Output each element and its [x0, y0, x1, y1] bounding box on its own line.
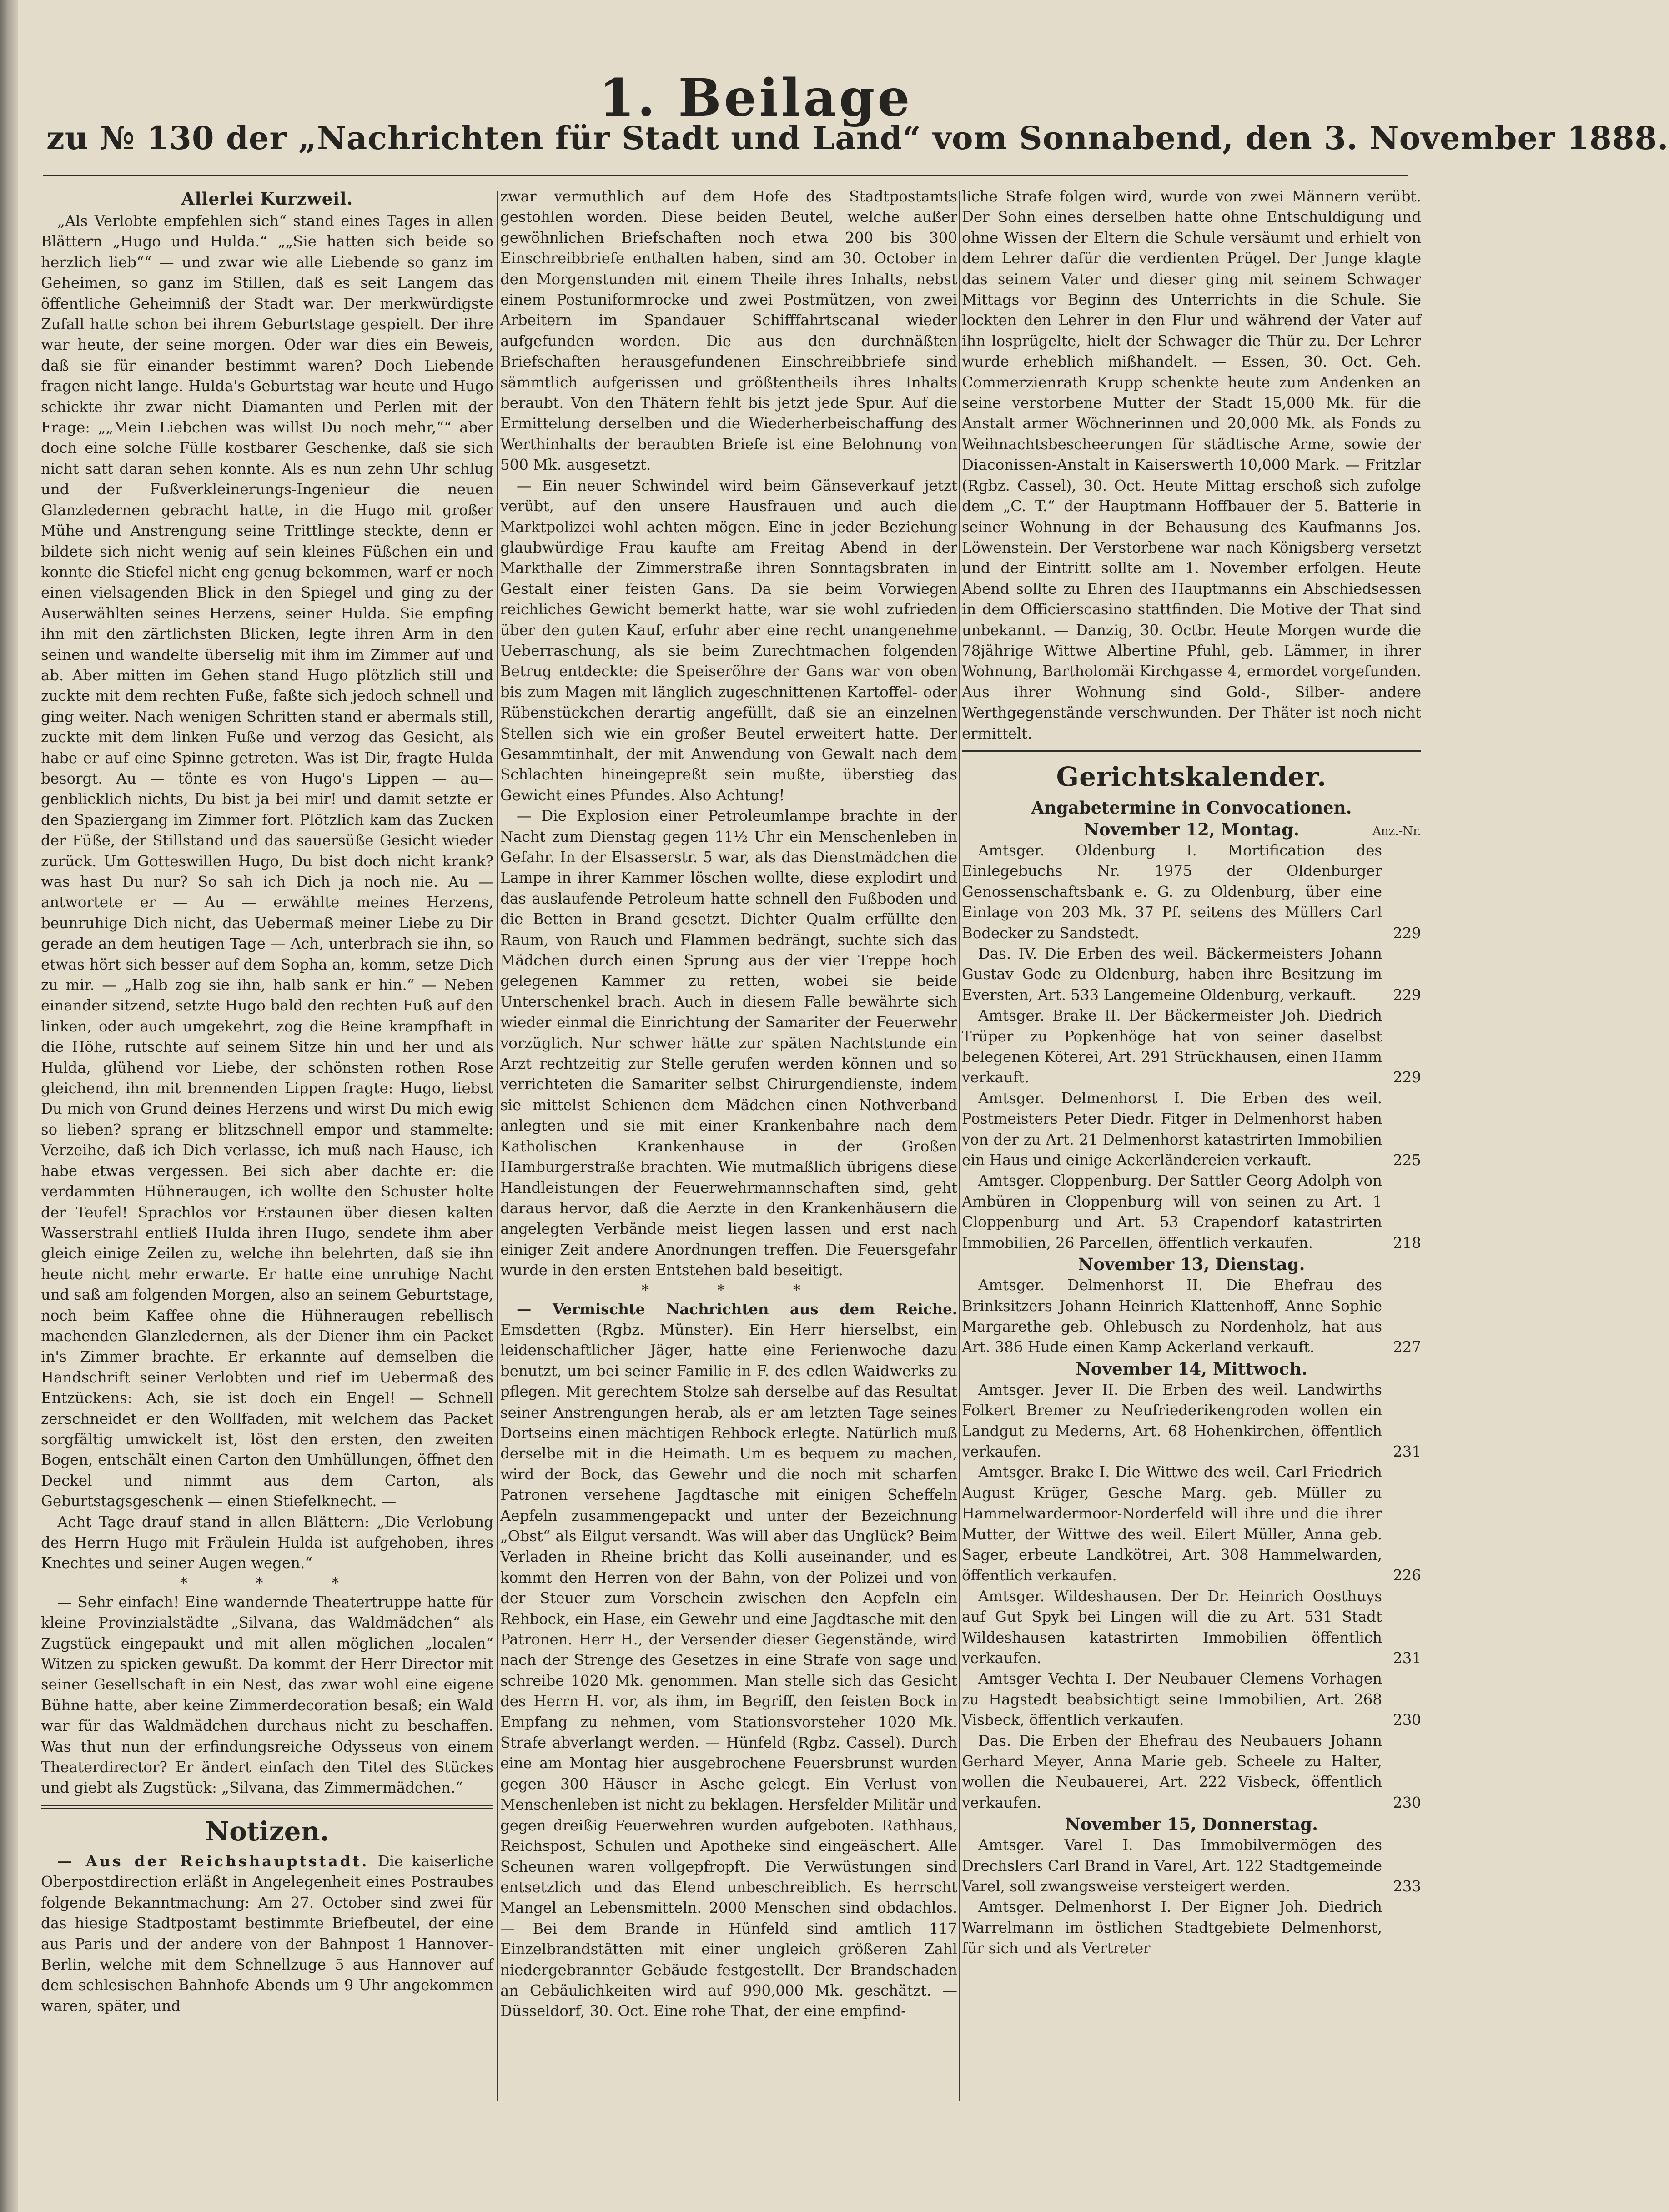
article-paragraph: — Sehr einfach! Eine wandernde Theatertruppe hatte für kleine Provinzialstädte „Silvana, das Waldmädchen“ als Zugstück eingepaukt und mit allen möglichen „localen“ Witzen zu spicken gewußt. Da kommt der Herr Director mit seiner Gesellschaft in ein Nest, das zwar wohl eine eigene Bühne hatte, aber keine Zimmerdecoration besaß; ein Wald war für das Waldmädchen durchaus nicht zu beschaffen. Was thut nun der erfindungsreiche Odysseus von einem Theaterdirector? Er ändert einfach den Titel des Stückes und giebt als Zugstück: „Silvana, das Zimmermädchen.“ [41, 1593, 493, 1797]
page-binding-shadow [0, 0, 18, 2212]
entry-number: 233 [1393, 1878, 1421, 1895]
anz-nr-label: Anz.-Nr. [1372, 824, 1421, 838]
entry-number: 229 [1393, 1069, 1421, 1086]
section-heading-notizen: Notizen. [205, 1815, 329, 1847]
entry-text: Amtsger. Brake II. Der Bäckermeister Joh. Diedrich Trüper zu Popkenhöge hat von seiner daselbst belegenen Köterei, Art. 291 Strückhausen, einen Hamm verkauft. [962, 1007, 1382, 1086]
calendar-entry [962, 1275, 1421, 1358]
calendar-entry [962, 1171, 1421, 1253]
day-label: November 12, Montag. [1083, 819, 1300, 840]
calendar-day-heading: November 13, Dienstag. [1078, 1254, 1305, 1275]
header-rule-thick [43, 175, 1408, 176]
section-separator [41, 1805, 493, 1809]
calendar-entry [962, 1669, 1421, 1730]
calendar-subheading: Angabetermine in Convocationen. [1031, 797, 1352, 818]
entry-number: 226 [1393, 1567, 1421, 1584]
entry-text: Amtsger. Delmenhorst I. Der Eigner Joh. Diedrich Warrelmann im östlichen Stadtgebiete Delmenhorst, für sich und als Vertreter [962, 1898, 1382, 1957]
entry-number: 230 [1393, 1794, 1421, 1811]
calendar-day-heading: November 15, Donnerstag. [1065, 1814, 1318, 1835]
entry-number: 225 [1393, 1151, 1421, 1169]
article-title: — Aus der Reichshauptstadt. [57, 1852, 369, 1870]
article-title: — Vermischte Nachrichten aus dem Reiche. [517, 1300, 957, 1318]
section-separator [962, 750, 1421, 754]
calendar-entry [962, 1462, 1421, 1586]
entry-text: Amtsger. Jever II. Die Erben des weil. Landwirths Folkert Bremer zu Neufriederikengroden wollen ein Landgut zu Mederns, Art. 68 Hohenkirchen, öffentlich verkaufen. [962, 1381, 1382, 1460]
column-1 [41, 186, 493, 2171]
entry-text: Amtsger. Cloppenburg. Der Sattler Georg Adolph von Ambüren in Cloppenburg will von seinen zu Art. 1 Cloppenburg und Art. 53 Crapendorf katastrirten Immobilien, 26 Parcellen, öffentlich verkaufen. [962, 1172, 1382, 1252]
column-divider [497, 191, 498, 2101]
column-3 [962, 186, 1421, 2171]
article-paragraph [41, 1851, 493, 2016]
entry-number: 230 [1393, 1711, 1421, 1729]
article-paragraph: Acht Tage drauf stand in allen Blättern: „Die Verlobung des Herrn Hugo mit Fräulein Hulda ist aufgehoben, ihres Knechtes und seiner Augen wegen.“ [41, 1513, 493, 1572]
calendar-entry [962, 1835, 1421, 1897]
calendar-entry [962, 1005, 1421, 1088]
supplement-title: 1. Beilage [599, 68, 913, 128]
entry-number: 218 [1393, 1234, 1421, 1252]
entry-text: Das. Die Erben der Ehefrau des Neubauers Johann Gerhard Meyer, Anna Marie geb. Scheele zu Halter, wollen die Neubauerei, Art. 222 Visbeck, öffentlich verkaufen. [962, 1732, 1382, 1811]
entry-text: Amtsger. Brake I. Die Wittwe des weil. Carl Friedrich August Krüger, Gesche Marg. geb. Müller zu Hammelwardermoor-Norderfeld will ihre und die ihrer Mutter, der Wittwe des weil. Eilert Müller, Anna geb. Sager, erbeute Landkötrei, Art. 308 Hammelwarden, öffentlich verkaufen. [962, 1463, 1382, 1584]
entry-number: 229 [1393, 924, 1421, 942]
newspaper-page [18, 0, 1669, 2212]
calendar-day-heading: November 14, Mittwoch. [1076, 1358, 1307, 1379]
article-paragraph: — Die Explosion einer Petroleumlampe brachte in der Nacht zum Dienstag gegen 11½ Uhr ein Menschenleben in Gefahr. In der Elsasserstr. 5 war, als das Dienstmädchen die Lampe in ihrer Kammer löschen wollte, diese explodirt und das auslaufende Petroleum hatte schnell den Fußboden und die Betten in Brand gesetzt. Dichter Qualm erfüllte den Raum, von Rauch und Flammen bedrängt, suchte sich das Mädchen durch einen Sprung aus der vier Treppe hoch gelegenen Kammer zu retten, wobei sie beide Unterschenkel brach. Auch in diesem Falle bewährte sich wieder einmal die Einrichtung der Samariter der Feuerwehr vorzüglich. Nur schwer hätte zur späten Nachtstunde ein Arzt rechtzeitig zur Stelle gerufen werden können und so verrichteten die Samariter selbst Chirurgendienste, indem sie mittelst Schienen dem Mädchen einen Nothverband anlegten und sie mit einer Krankenbahre nach dem Katholischen Krankenhause in der Großen Hamburgerstraße brachten. Wie mutmaßlich übrigens diese Handleistungen der Feuerwehrmannschaften sind, geht daraus hervor, daß die Aerzte in den Krankenhäusern die angelegten Verbände meist liegen lassen und erst nach einiger Zeit andere Anordnungen treffen. Die Feuersgefahr wurde in den ersten Entstehen bald beseitigt. [500, 807, 957, 1279]
entry-number: 227 [1393, 1338, 1421, 1356]
section-stars: * * * [180, 1574, 371, 1592]
supplement-subtitle: zu № 130 der „Nachrichten für Stadt und Land“ vom Sonnabend, den 3. November 1888. [46, 119, 1669, 157]
column-divider [959, 191, 960, 2101]
article-paragraph [500, 1299, 957, 2022]
article-paragraph: zwar vermuthlich auf dem Hofe des Stadtpostamts gestohlen worden. Diese beiden Beutel, welche außer gewöhnlichen Briefschaften noch etwa 200 bis 300 Einschreibbriefe enthalten haben, sind am 30. October in den Morgenstunden mit einem Theile ihres Inhalts, nebst einem Postuniformrocke und zwei Postmützen, von zwei Arbeitern im Spandauer Schifffahrtscanal wieder aufgefunden worden. Die aus den durchnäßten Briefschaften herausgefundenen Einschreibbriefe sind sämmtlich aufgerissen und größtentheils ihres Inhalts beraubt. Von den Thätern fehlt bis jetzt jede Spur. Auf die Ermittelung derselben und die Wiederherbeischaffung des Werthinhalts der beraubten Briefe ist eine Belohnung von 500 Mk. ausgesetzt. [500, 188, 957, 474]
calendar-entry [962, 1731, 1421, 1814]
calendar-entry [962, 1586, 1421, 1669]
calendar-entry [962, 840, 1421, 944]
section-heading-kurzweil: Allerlei Kurzweil. [181, 189, 353, 209]
entry-text: Das. IV. Die Erben des weil. Bäckermeisters Johann Gustav Gode zu Oldenburg, haben ihre Besitzung im Eversten, Art. 533 Langemeine Oldenburg, verkauft. [962, 945, 1382, 1004]
article-paragraph: liche Strafe folgen wird, wurde von zwei Männern verübt. Der Sohn eines derselben hatte ohne Entschuldigung und ohne Wissen der Eltern die Schule versäumt und erhielt von dem Lehrer dafür die verdienten Prügel. Der Junge klagte das seinem Vater und dieser ging mit seinem Schwager Mittags vor Beginn des Unterrichts in die Schule. Sie lockten den Lehrer in den Flur und während der Vater auf ihn losprügelte, hielt der Schwager die Thür zu. Der Lehrer wurde erheblich mißhandelt. — Essen, 30. Oct. Geh. Commerzienrath Krupp schenkte heute zum Andenken an seine verstorbene Mutter der Stadt 15,000 Mk. für die Anstalt armer Wöchnerinnen und 20,000 Mk. als Fonds zu Weihnachtsbescheerungen für städtische Arme, sowie der Diaconissen-Anstalt in Kaiserswerth 10,000 Mark. — Fritzlar (Rgbz. Cassel), 30. Oct. Heute Mittag erschoß sich zufolge dem „C. T.“ der Hauptmann Hoffbauer der 5. Batterie in seiner Wohnung in der Behausung des Kaufmanns Jos. Löwenstein. Der Verstorbene war nach Königsberg versetzt und der Eintritt sollte am 1. November erfolgen. Heute Abend sollte zu Ehren des Hauptmanns ein Abschiedsessen in dem Officierscasino stattfinden. Die Motive der That sind unbekannt. — Danzig, 30. Octbr. Heute Morgen wurde die 78jährige Wittwe Albertine Pfuhl, geb. Lämmer, in ihrer Wohnung, Bartholomäi Kirchgasse 4, ermordet vorgefunden. Aus ihrer Wohnung sind Gold-, Silber- andere Werthgegenstände verschwunden. Der Thäter ist noch nicht ermittelt. [962, 188, 1421, 742]
section-heading-gerichtskalender: Gerichtskalender. [1056, 761, 1327, 792]
calendar-entry [962, 1897, 1421, 1959]
calendar-entry [962, 1380, 1421, 1463]
section-stars: * * * [641, 1281, 833, 1299]
calendar-entry [962, 944, 1421, 1005]
entry-text: Amtsger. Oldenburg I. Mortification des Einlegebuchs Nr. 1975 der Oldenburger Genossenschaftsbank e. G. zu Oldenburg, über eine Einlage von 203 Mk. 37 Pf. seitens des Müllers Carl Bodecker zu Sandstedt. [962, 841, 1382, 942]
article-text: Emsdetten (Rgbz. Münster). Ein Herr hierselbst, ein leidenschaftlicher Jäger, hatte eine Ferienwoche dazu benutzt, um bei seiner Familie in F. des edlen Waidwerks zu pflegen. Mit gerechtem Stolze sah derselbe auf das Resultat seiner Anstrengungen herab, als er am letzten Tage seines Dortseins einen mächtigen Rehbock erlegte. Natürlich muß derselbe mit in die Heimath. Um es bequem zu machen, wird der Bock, das Gewehr und die noch mit scharfen Patronen versehene Jagdtasche mit einigen Scheffeln Aepfeln zusammengepackt und unter der Bezeichnung „Obst“ als Eilgut versandt. Was will aber das Unglück? Beim Verladen in Rheine bricht das Kolli auseinander, und es kommt den Herren von der Bahn, von der Polizei und von der Steuer zum Vorschein zwischen den Aepfeln ein Rehbock, ein Hase, ein Gewehr und eine Jagdtasche mit den Patronen. Herr H., der Versender dieser Gegenstände, wird nach der Strenge des Gesetzes in eine Strafe von sage und schreibe 1020 Mk. genommen. Man stelle sich das Gesicht des Herrn H. vor, als ihm, im Begriff, den feisten Bock in Empfang zu nehmen, vom Stationsvorsteher 1020 Mk. Strafe abverlangt werden. — Hünfeld (Rgbz. Cassel). Durch eine am Montag hier ausgebrochene Feuersbrunst wurden gegen 300 Häuser in Asche gelegt. Ein Verlust von Menschenleben ist nicht zu beklagen. Hersfelder Militär und gegen dreißig Feuerwehren wurden aufgeboten. Rathhaus, Reichspost, Schulen und Apotheke sind eingeäschert. Alle Scheunen waren vollgepfropft. Die Verwüstungen sind entsetzlich und das Elend unbeschreiblich. Es herrscht Mangel an Lebensmitteln. 2000 Menschen sind obdachlos. — Bei dem Brande in Hünfeld sind amtlich 117 Einzelbrandstätten mit einer ungleich größeren Zahl niedergebrannter Gebäude festgestellt. Der Brandschaden an Gebäulichkeiten wird auf 990,000 Mk. geschätzt. — Düsseldorf, 30. Oct. Eine rohe That, der eine empfind- [500, 1321, 957, 2020]
article-text: Die kaiserliche Oberpostdirection erläßt in Angelegenheit eines Postraubes folgende Bekanntmachung: Am 27. October sind zwei für das hiesige Stadtpostamt bestimmte Briefbeutel, der eine aus Paris und der andere von der Bahnpost 1 Hannover-Berlin, welche mit dem Schnellzuge 5 aus Hannover auf dem schlesischen Bahnhofe Abends um 9 Uhr angekommen waren, später, und [41, 1852, 493, 2015]
calendar-day-heading [962, 819, 1421, 840]
entry-text: Amtsger. Delmenhorst II. Die Ehefrau des Brinksitzers Johann Heinrich Klattenhoff, Anne Sophie Margarethe geb. Ohlebusch zu Nordenholz, hat aus Art. 386 Hude einen Kamp Ackerland verkauft. [962, 1277, 1382, 1356]
entry-number: 231 [1393, 1443, 1421, 1460]
column-2 [500, 186, 957, 2171]
article-paragraph: — Ein neuer Schwindel wird beim Gänseverkauf jetzt verübt, auf den unsere Hausfrauen und auch die Marktpolizei wohl achten mögen. Eine in jeder Beziehung glaubwürdige Frau kaufte am Freitag Abend in der Markthalle der Zimmerstraße ihren Sonntagsbraten in Gestalt einer feisten Gans. Da sie beim Vorwiegen reichliches Gewicht bemerkt hatte, war sie wohl zufrieden über den guten Kauf, erfuhr aber eine recht unangenehme Ueberraschung, als sie beim Zurechtmachen folgenden Betrug entdeckte: die Speiseröhre der Gans war von oben bis zum Magen mit länglich zugeschnittenen Kartoffel- oder Rübenstückchen derartig angefüllt, daß sie an einzelnen Stellen sich wie ein großer Beutel erweitert hatte. Der Gesammtinhalt, der mit Anwendung von Gewalt nach dem Schlachten hineingepreßt sein mußte, überstieg das Gewicht eines Pfundes. Also Achtung! [500, 477, 957, 804]
article-paragraph: „Als Verlobte empfehlen sich“ stand eines Tages in allen Blättern „Hugo und Hulda.“ „„Sie hatten sich beide so herzlich lieb““ — und zwar wie alle Liebende so ganz im Geheimen, so ganz im Stillen, daß es seit Langem das öffentliche Geheimniß der Stadt war. Der merkwürdigste Zufall hatte schon bei ihrem Geburtstage gespielt. Der ihre war heute, der seine morgen. Oder war dies ein Beweis, daß sie für einander bestimmt waren? Doch Liebende fragen nicht lange. Hulda's Geburtstag war heute und Hugo schickte ihr zwar nicht Diamanten und Perlen mit der Frage: „„Mein Liebchen was willst Du noch mehr,““ aber doch eine solche Fülle kostbarer Geschenke, daß sie sich nicht satt daran sehen konnte. Als es nun zehn Uhr schlug und der Fußverkleinerungs-Ingenieur die neuen Glanzledernen gebracht hatte, in die Hugo mit großer Mühe und Anstrengung seine Trittlinge steckte, denn er bildete sich nicht wenig auf sein kleines Füßchen ein und konnte die Stiefel nicht eng genug bekommen, warf er noch einen vielsagenden Blick in den Spiegel und ging zu der Auserwählten seines Herzens, seiner Hulda. Sie empfing ihn mit den zärtlichsten Blicken, legte ihren Arm in den seinen und wandelte überselig mit ihm im Zimmer auf und ab. Aber mitten im Gehen stand Hugo plötzlich still und zuckte mit dem rechten Fuße, faßte sich jedoch schnell und ging weiter. Nach wenigen Schritten stand er abermals still, zuckte mit dem linken Fuße und verzog das Gesicht, als habe er auf eine Spinne getreten. Was ist Dir, fragte Hulda besorgt. Au — tönte es von Hugo's Lippen — au—genblicklich nichts, Du bist ja bei mir! und damit setzte er den Spaziergang im Zimmer fort. Plötzlich kam das Zucken der Füße, der Stillstand und das sauersüße Gesicht wieder zurück. Um Gotteswillen Hugo, Du bist doch nicht krank? was hast Du nur? So sah ich Dich ja noch nie. Au — antwortete er — Au — erwählte meines Herzens, beunruhige Dich nicht, das Uebermaß meiner Liebe zu Dir gerade an dem heutigen Tage — Ach, unterbrach sie ihn, so etwas hört sich besser auf dem Sopha an, komm, setze Dich zu mir. — „Halb zog sie ihn, halb sank er hin.“ — Neben einander sitzend, setzte Hugo bald den rechten Fuß auf den linken, oder auch umgekehrt, zog die Beine krampfhaft in die Höhe, rutschte auf seinem Sitze hin und her und als Hulda, glühend vor Liebe, der schönsten rothen Rose gleichend, ihn mit brennenden Lippen fragte: Hugo, liebst Du mich von Grund deines Herzens und wirst Du mich ewig so lieben? sprang er blitzschnell empor und stammelte: Verzeihe, daß ich Dich verlasse, ich muß nach Hause, ich habe etwas vergessen. Bei sich aber dachte er: die verdammten Hühneraugen, ich wollte den Schuster holte der Teufel! Sprachlos vor Erstaunen über diesen kalten Wasserstrahl entließ Hulda ihren Hugo, sendete ihm aber gleich einige Zeilen zu, welche ihn belehrten, daß sie ihn heute nicht mehr erwarte. Er hatte eine unruhige Nacht und saß am folgenden Morgen, also an seinem Geburtstage, noch beim Kaffee ohne die Hühneraugen rebellisch machenden Glanzledernen, als der Diener ihm ein Packet in's Zimmer brachte. Er erkannte auf demselben die Handschrift seiner Verlobten und rief im Uebermaß des Entzückens: Ach, sie ist doch ein Engel! — Schnell zerschneidet er den Wollfaden, mit welchem das Packet sorgfältig umwickelt ist, löst den ersten, den zweiten Bogen, entschält einen Carton den Umhüllungen, öffnet den Deckel und nimmt aus dem Carton, als Geburtstagsgeschenk — einen Stiefelknecht. — [41, 212, 493, 1510]
entry-number: 229 [1393, 986, 1421, 1004]
entry-number: 231 [1393, 1649, 1421, 1667]
entry-text: Amtsger Vechta I. Der Neubauer Clemens Vorhagen zu Hagstedt beabsichtigt seine Immobilien, Art. 268 Visbeck, öffentlich verkaufen. [962, 1670, 1382, 1729]
entry-text: Amtsger. Wildeshausen. Der Dr. Heinrich Oosthuys auf Gut Spyk bei Lingen will die zu Art. 531 Stadt Wildeshausen katastrirten Immobilien öffentlich verkaufen. [962, 1587, 1382, 1667]
calendar-entry [962, 1088, 1421, 1171]
entry-text: Amtsger. Delmenhorst I. Die Erben des weil. Postmeisters Peter Diedr. Fitger in Delmenhorst haben von der zu Art. 21 Delmenhorst katastrirten Immobilien ein Haus und einige Ackerländereien verkauft. [962, 1089, 1382, 1169]
entry-text: Amtsger. Varel I. Das Immobilvermögen des Drechslers Carl Brand in Varel, Art. 122 Stadtgemeinde Varel, soll zwangsweise versteigert werden. [962, 1836, 1382, 1895]
